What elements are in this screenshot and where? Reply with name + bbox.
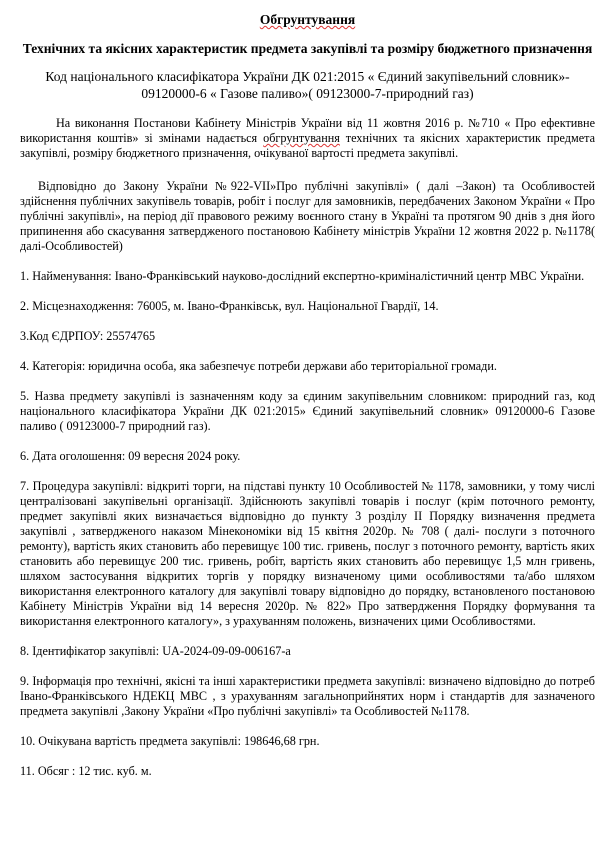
item-edrpou: 3.Код ЄДРПОУ: 25574765: [20, 329, 156, 343]
intro-highlight-word: обгрунтування: [263, 131, 340, 145]
item-characteristics: 9. Інформація про технічні, якісні та інші характеристики предмета закупівлі: визначено відповідно до потреб Івано-Франківського НДЕКЦ МВС , з урахуванням загальноприйнятих норм і стандартів для зазначеного предмета закупівлі ,Закону України «Про публічні закупівлі» та Особливостей №1178.: [20, 674, 595, 718]
classifier-code-line: Код національного класифікатора України ДК 021:2015 « Єдиний закупівельний словник»- 09120000-6 « Газове паливо»( 09123000-7-природний газ): [45, 69, 570, 101]
item-expected-cost: 10. Очікувана вартість предмета закупівлі: 198646,68 грн.: [20, 734, 320, 748]
item-identifier: 8. Ідентифікатор закупівлі: UA-2024-09-09-006167-a: [20, 644, 291, 658]
item-procedure: 7. Процедура закупівлі: відкриті торги, на підставі пункту 10 Особливостей № 1178, замовники, у тому числі централізовані закупівельні організації. Здійснюють закупівлі товарів і послуг (крім поточного ремонту, предмет закупівлі яких визначається відповідно до пункту 3 розділу ІІ Порядку визначення предмета закупівлі , затвердженого наказом Мінекономіки від 15 квітня 2020р. № 708 ( далі- послуги з поточного ремонту), вартість яких становить або перевищує 100 тис. гривень, послуг з поточного ремонту, вартість яких становить або перевищує 200 тис. гривень, робіт, вартість яких становить або перевищує 1,5 млн гривень, шляхом застосування відкритих торгів у порядку визначеному цими особливостями та/або шляхом використання електронного каталогу для закупівлі товару відповідно до порядку, встановленого постановою Кабінету Міністрів України від 14 вересня 2020р. № 822» Про затвердження Порядку формування та використання електронного каталогу», з урахуванням положень, визначених цими Особливостями.: [20, 479, 595, 628]
intro-text-b: технічних та якісних характеристик предмета закупівлі, розміру бюджетного призначення, очікуваної вартості предмета закупівлі.: [20, 131, 595, 160]
item-name: 1. Найменування: Івано-Франківський науково-дослідний експертно-криміналістичний центр МВС України.: [20, 269, 585, 283]
document-subtitle: Технічних та якісних характеристик предмета закупівлі та розміру бюджетного призначення: [22, 41, 593, 56]
intro-paragraph: [20, 116, 595, 161]
document-title: [20, 12, 595, 27]
item-category: 4. Категорія: юридична особа, яка забезпечує потреби держави або територіальної громади.: [20, 359, 497, 373]
item-date: 6. Дата оголошення: 09 вересня 2024 року.: [20, 449, 241, 463]
item-location: 2. Місцезнаходження: 76005, м. Івано-Франківськ, вул. Національної Гвардії, 14.: [20, 299, 439, 313]
law-paragraph: Відповідно до Закону України №922-VII»Про публічні закупівлі» ( далі –Закон) та Особливостей здійснення публічних закупівель товарів, робіт і послуг для замовників, передбачених Законом України « Про публічні закупівлі», на період дії правового режиму воєнного стану в Україні та протягом 90 днів з дня його припинення або скасування затвердженого постановою Кабінету міністрів України 12 жовтня 2022 р. №1178( далі-Особливостей): [20, 179, 595, 253]
intro-text-a: На виконання Постанови Кабінету Міністрів України від 11 жовтня 2016 р. №710 « Про ефективне використання коштів» зі змінами надається: [20, 116, 595, 145]
title-text: Обгрунтування: [259, 12, 356, 27]
item-volume: 11. Обсяг : 12 тис. куб. м.: [20, 764, 152, 778]
item-subject: 5. Назва предмету закупівлі із зазначенням коду за єдиним закупівельним словником: природний газ, код національного класифікатора України ДК 021:2015» Єдиний закупівельний словник» 09120000-6 Газове паливо ( 09123000-7 природний газ).: [20, 389, 595, 433]
